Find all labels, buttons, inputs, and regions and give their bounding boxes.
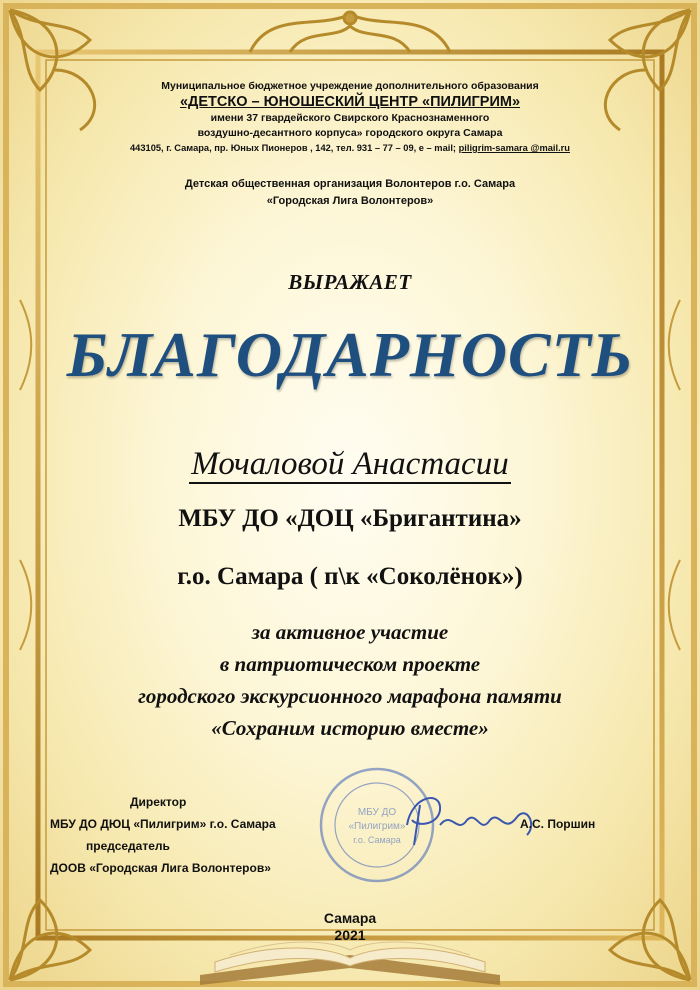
- issuer-header: [60, 79, 640, 156]
- handwritten-signature: [407, 798, 531, 845]
- volunteer-org-line-2: «Городская Лига Волонтеров»: [266, 195, 434, 207]
- reason-line-1: за активное участие: [251, 620, 449, 644]
- recipient-city: г.о. Самара ( п\к «Соколёнок»): [177, 563, 523, 590]
- issuer-org-name: «ДЕТСКО – ЮНОШЕСКИЙ ЦЕНТР «ПИЛИГРИМ»: [179, 94, 521, 110]
- volunteer-org-line-1: Детская общественная организация Волонтеров г.о. Самара: [184, 178, 516, 190]
- reason-line-4: «Сохраним историю вместе»: [211, 716, 489, 740]
- recipient-name-text: Мочаловой Анастасии: [191, 446, 509, 482]
- director-org: МБУ ДО ДЮЦ «Пилигрим» г.о. Самара: [50, 817, 276, 831]
- pre-title: ВЫРАЖАЕТ: [288, 270, 412, 294]
- director-title: Директор: [130, 795, 187, 809]
- director-name: А.С. Поршин: [520, 817, 596, 831]
- chair-org: ДООВ «Городская Лига Волонтеров»: [50, 861, 271, 875]
- svg-text:МБУ ДО: МБУ ДО: [357, 807, 397, 818]
- issuer-line-3: имени 37 гвардейского Свирского Краснознаменного: [210, 112, 490, 124]
- svg-text:«Пилигрим»: «Пилигрим»: [348, 821, 406, 832]
- address-text: 443105, г. Самара, пр. Юных Пионеров , 142, тел. 931 – 77 – 09, е – mail;: [130, 143, 459, 153]
- reason-text: [0, 616, 700, 744]
- issuer-line-1: Муниципальное бюджетное учреждение дополнительного образования: [161, 80, 539, 92]
- issuer-line-4: воздушно-десантного корпуса» городского округа Самара: [197, 127, 503, 139]
- chair-title: председатель: [86, 839, 170, 853]
- open-book-image: [200, 942, 500, 985]
- volunteer-org: [60, 176, 640, 210]
- svg-text:г.о. Самара: г.о. Самара: [353, 835, 401, 845]
- top-ornament: [250, 12, 450, 52]
- reason-line-2: в патриотическом проекте: [219, 652, 481, 676]
- certificate-title: БЛАГОДАРНОСТЬ: [66, 319, 634, 390]
- footer-city: Самара: [323, 910, 377, 926]
- issuer-address: [60, 141, 640, 156]
- email-link[interactable]: piligrim-samara @mail.ru: [458, 143, 570, 153]
- recipient-organization: МБУ ДО «ДОЦ «Бригантина»: [178, 505, 522, 532]
- recipient-name: [0, 444, 700, 484]
- footer: [0, 910, 700, 944]
- footer-year: 2021: [334, 927, 366, 943]
- reason-line-3: городского экскурсионного марафона памяти: [138, 684, 562, 708]
